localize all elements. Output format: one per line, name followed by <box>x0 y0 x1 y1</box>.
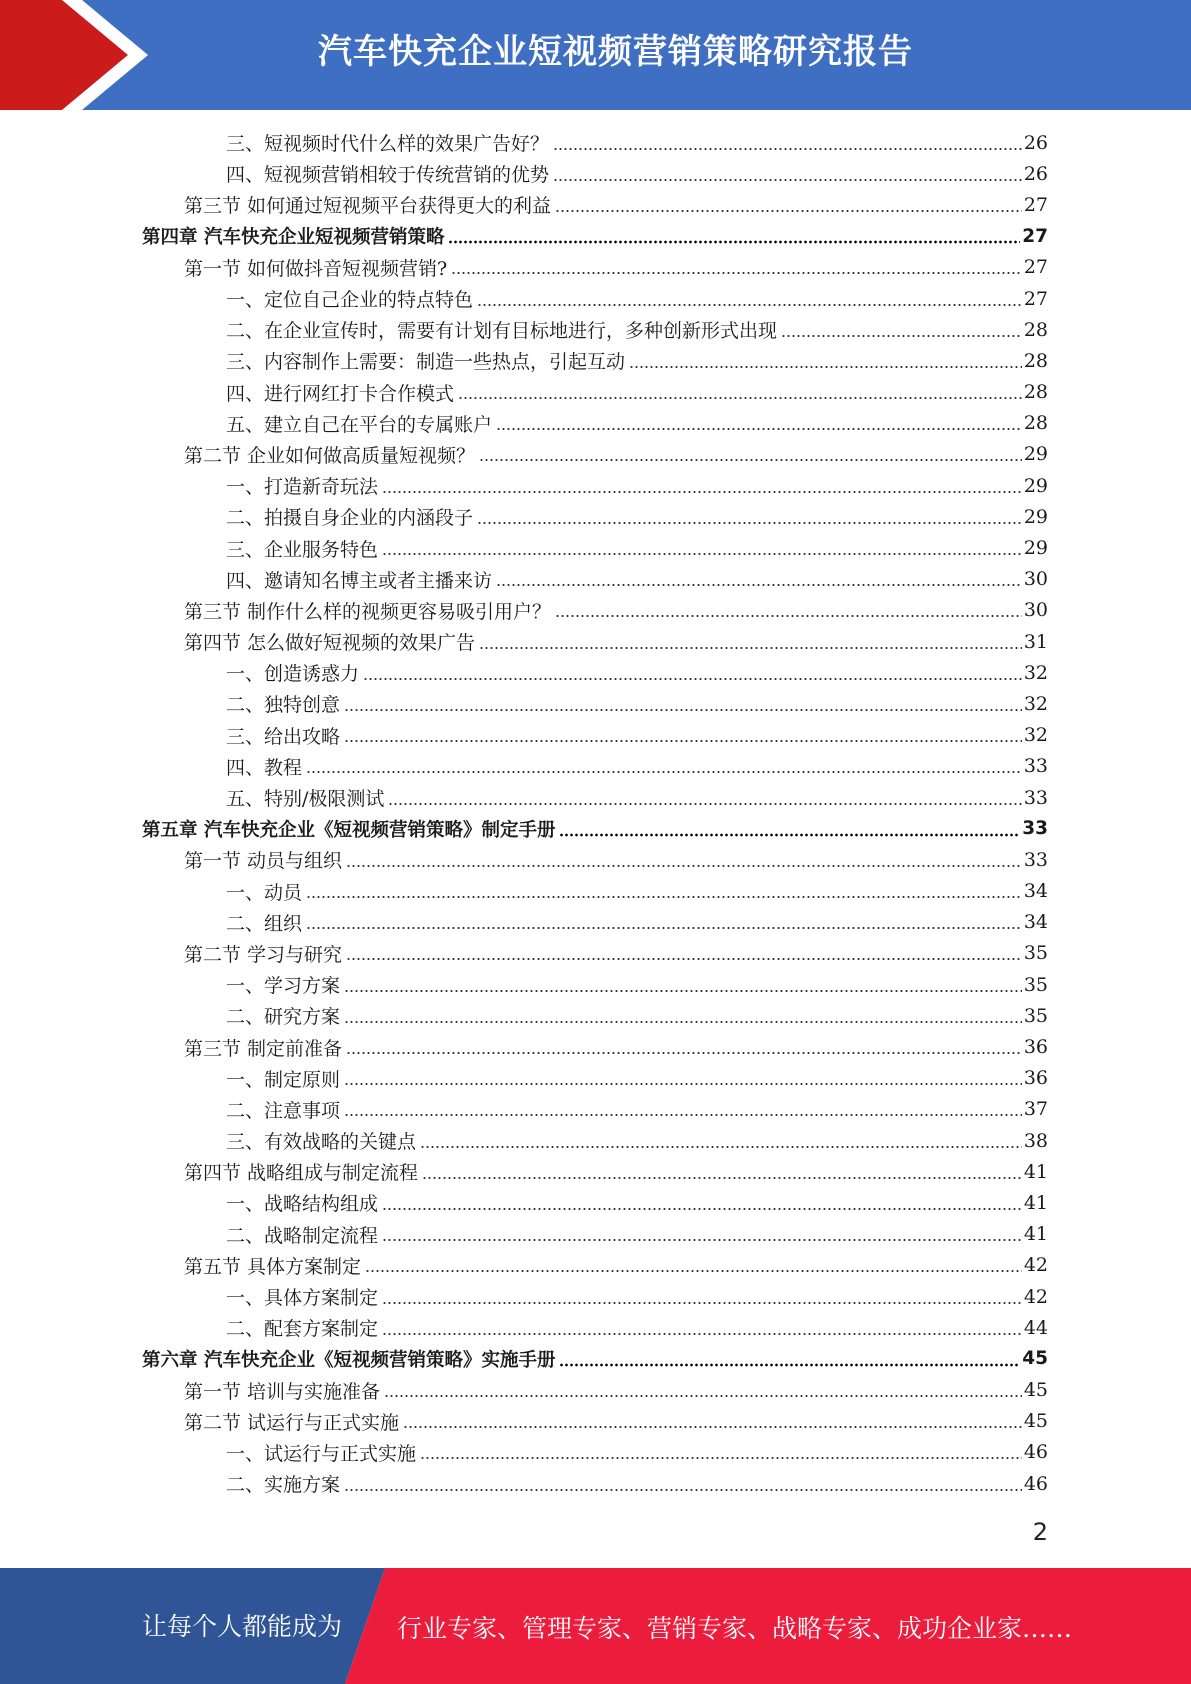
toc-entry-label: 第二节 学习与研究 <box>184 943 343 966</box>
toc-entry-page: 42 <box>1023 1285 1048 1308</box>
toc-subsection-entry[interactable] <box>0 532 1191 563</box>
toc-entry-page: 27 <box>1023 256 1048 279</box>
toc-entry-label: 五、特别/极限测试 <box>226 788 385 811</box>
toc-dot-leader <box>363 677 1022 681</box>
toc-entry-page: 46 <box>1023 1472 1048 1495</box>
toc-entry-page: 44 <box>1023 1316 1048 1339</box>
toc-subsection-entry[interactable] <box>0 158 1191 189</box>
toc-dot-leader <box>344 989 1022 993</box>
toc-subsection-entry[interactable] <box>0 969 1191 1000</box>
page-header <box>0 0 1191 110</box>
toc-entry-page: 29 <box>1023 537 1048 560</box>
toc-entry-page: 28 <box>1023 318 1048 341</box>
toc-section-entry[interactable] <box>0 844 1191 875</box>
toc-dot-leader <box>346 864 1022 868</box>
toc-dot-leader <box>388 802 1021 806</box>
toc-dot-leader <box>382 1301 1022 1305</box>
toc-entry-label: 二、战略制定流程 <box>226 1224 379 1247</box>
toc-dot-leader <box>346 1051 1022 1055</box>
toc-section-entry[interactable] <box>0 189 1191 220</box>
toc-entry-label: 第五节 具体方案制定 <box>184 1255 362 1278</box>
toc-entry-page: 31 <box>1023 630 1048 653</box>
toc-dot-leader <box>382 1332 1022 1336</box>
toc-entry-label: 二、独特创意 <box>226 694 341 717</box>
toc-dot-leader <box>344 708 1022 712</box>
toc-dot-leader <box>555 209 1022 213</box>
toc-subsection-entry[interactable] <box>0 408 1191 439</box>
toc-dot-leader <box>346 957 1022 961</box>
toc-dot-leader <box>477 521 1022 525</box>
toc-subsection-entry[interactable] <box>0 1094 1191 1125</box>
toc-subsection-entry[interactable] <box>0 876 1191 907</box>
toc-entry-label: 一、试运行与正式实施 <box>226 1442 417 1465</box>
toc-entry-label: 第一节 动员与组织 <box>184 850 343 873</box>
toc-section-entry[interactable] <box>0 439 1191 470</box>
toc-dot-leader <box>382 1207 1022 1211</box>
toc-dot-leader <box>344 1488 1022 1492</box>
toc-subsection-entry[interactable] <box>0 314 1191 345</box>
toc-dot-leader <box>306 926 1022 930</box>
toc-entry-page: 35 <box>1023 1004 1048 1027</box>
toc-entry-label: 第三节 制定前准备 <box>184 1037 343 1060</box>
toc-dot-leader <box>422 1176 1022 1180</box>
toc-entry-label: 二、组织 <box>226 912 303 935</box>
toc-entry-label: 第三节 如何通过短视频平台获得更大的利益 <box>184 195 552 218</box>
footer-slogan-left: 让每个人都能成为 <box>142 1612 343 1641</box>
toc-entry-page: 32 <box>1023 692 1048 715</box>
toc-entry-page: 29 <box>1023 474 1048 497</box>
toc-entry-page: 29 <box>1023 505 1048 528</box>
toc-entry-label: 四、短视频营销相较于传统营销的优势 <box>226 164 550 187</box>
toc-subsection-entry[interactable] <box>0 1000 1191 1031</box>
toc-subsection-entry[interactable] <box>0 501 1191 532</box>
toc-dot-leader <box>496 583 1022 587</box>
toc-subsection-entry[interactable] <box>0 1187 1191 1218</box>
toc-section-entry[interactable] <box>0 1375 1191 1406</box>
toc-entry-page: 30 <box>1023 568 1048 591</box>
toc-dot-leader <box>479 646 1022 650</box>
toc-dot-leader <box>365 1269 1022 1273</box>
toc-entry-label: 第六章 汽车快充企业《短视频营销策略》实施手册 <box>142 1349 556 1371</box>
toc-entry-label: 第一节 如何做抖音短视频营销? <box>184 257 448 280</box>
toc-entry-page: 32 <box>1023 724 1048 747</box>
toc-entry-label: 二、实施方案 <box>226 1474 341 1497</box>
toc-entry-page: 36 <box>1023 1036 1048 1059</box>
toc-entry-page: 37 <box>1023 1098 1048 1121</box>
toc-entry-page: 27 <box>1022 225 1048 247</box>
toc-dot-leader <box>306 770 1022 774</box>
toc-dot-leader <box>384 1394 1022 1398</box>
toc-dot-leader <box>448 240 1020 244</box>
toc-entry-page: 28 <box>1023 381 1048 404</box>
toc-dot-leader <box>477 303 1022 307</box>
toc-section-entry[interactable] <box>0 1406 1191 1437</box>
toc-entry-page: 34 <box>1023 911 1048 934</box>
toc-entry-label: 四、邀请知名博主或者主播来访 <box>226 569 493 592</box>
toc-dot-leader <box>382 490 1022 494</box>
toc-chapter-entry[interactable] <box>0 1343 1191 1374</box>
toc-entry-page: 26 <box>1023 131 1048 154</box>
toc-entry-page: 35 <box>1023 942 1048 965</box>
toc-subsection-entry[interactable] <box>0 1468 1191 1499</box>
toc-section-entry[interactable] <box>0 595 1191 626</box>
toc-dot-leader <box>559 1363 1020 1367</box>
toc-dot-leader <box>629 365 1022 369</box>
toc-entry-page: 42 <box>1023 1254 1048 1277</box>
toc-dot-leader <box>420 1145 1022 1149</box>
toc-dot-leader <box>420 1456 1022 1460</box>
toc-dot-leader <box>344 1082 1022 1086</box>
toc-subsection-entry[interactable] <box>0 688 1191 719</box>
toc-entry-label: 一、制定原则 <box>226 1068 341 1091</box>
toc-section-entry[interactable] <box>0 252 1191 283</box>
toc-entry-label: 三、有效战略的关键点 <box>226 1131 417 1154</box>
toc-entry-label: 五、建立自己在平台的专属账户 <box>226 413 493 436</box>
toc-entry-page: 29 <box>1023 443 1048 466</box>
toc-dot-leader <box>306 895 1022 899</box>
toc-dot-leader <box>553 178 1022 182</box>
toc-subsection-entry[interactable] <box>0 345 1191 376</box>
toc-dot-leader <box>553 147 1022 151</box>
toc-subsection-entry[interactable] <box>0 907 1191 938</box>
toc-subsection-entry[interactable] <box>0 720 1191 751</box>
toc-subsection-entry[interactable] <box>0 751 1191 782</box>
toc-entry-page: 33 <box>1023 755 1048 778</box>
header-title: 汽车快充企业短视频营销策略研究报告 <box>318 32 913 72</box>
toc-entry-label: 一、定位自己企业的特点特色 <box>226 289 474 312</box>
toc-entry-label: 第二节 企业如何做高质量短视频？ <box>184 444 476 467</box>
toc-dot-leader <box>458 396 1022 400</box>
toc-entry-page: 45 <box>1023 1410 1048 1433</box>
toc-dot-leader <box>382 552 1022 556</box>
toc-entry-label: 四、进行网红打卡合作模式 <box>226 382 455 405</box>
toc-entry-page: 45 <box>1022 1348 1048 1370</box>
toc-entry-page: 41 <box>1023 1223 1048 1246</box>
toc-entry-page: 33 <box>1022 818 1048 840</box>
toc-dot-leader <box>382 1238 1022 1242</box>
toc-entry-label: 一、战略结构组成 <box>226 1193 379 1216</box>
toc-entry-label: 一、打造新奇玩法 <box>226 476 379 499</box>
toc-subsection-entry[interactable] <box>0 782 1191 813</box>
toc-subsection-entry[interactable] <box>0 127 1191 158</box>
toc-entry-label: 三、企业服务特色 <box>226 538 379 561</box>
toc-dot-leader <box>403 1425 1022 1429</box>
toc-subsection-entry[interactable] <box>0 470 1191 501</box>
toc-entry-label: 二、拍摄自身企业的内涵段子 <box>226 507 474 530</box>
toc-entry-label: 四、教程 <box>226 756 303 779</box>
toc-subsection-entry[interactable] <box>0 1281 1191 1312</box>
toc-entry-label: 一、学习方案 <box>226 975 341 998</box>
toc-subsection-entry[interactable] <box>0 1219 1191 1250</box>
toc-entry-label: 第五章 汽车快充企业《短视频营销策略》制定手册 <box>142 819 556 841</box>
toc-entry-page: 33 <box>1023 786 1048 809</box>
toc-subsection-entry[interactable] <box>0 1437 1191 1468</box>
page-number: 2 <box>1032 1518 1048 1546</box>
toc-entry-label: 第四节 怎么做好短视频的效果广告 <box>184 632 476 655</box>
toc-entry-label: 二、在企业宣传时，需要有计划有目标地进行，多种创新形式出现 <box>226 320 778 343</box>
toc-dot-leader <box>479 458 1022 462</box>
toc-entry-page: 28 <box>1023 412 1048 435</box>
toc-dot-leader <box>344 1113 1022 1117</box>
toc-entry-page: 32 <box>1023 661 1048 684</box>
toc-entry-page: 45 <box>1023 1379 1048 1402</box>
toc-subsection-entry[interactable] <box>0 657 1191 688</box>
toc-entry-label: 三、内容制作上需要：制造一些热点，引起互动 <box>226 351 626 374</box>
toc-entry-label: 第一节 培训与实施准备 <box>184 1380 381 1403</box>
toc-entry-label: 三、短视频时代什么样的效果广告好？ <box>226 133 550 156</box>
toc-subsection-entry[interactable] <box>0 1312 1191 1343</box>
toc-subsection-entry[interactable] <box>0 283 1191 314</box>
toc-section-entry[interactable] <box>0 1156 1191 1187</box>
toc-section-entry[interactable] <box>0 1250 1191 1281</box>
toc-entry-label: 第三节 制作什么样的视频更容易吸引用户？ <box>184 600 552 623</box>
toc-subsection-entry[interactable] <box>0 377 1191 408</box>
footer-slogan-right: 行业专家、管理专家、营销专家、战略专家、成功企业家…… <box>397 1614 1073 1643</box>
toc-entry-page: 26 <box>1023 162 1048 185</box>
toc-entry-page: 27 <box>1023 193 1048 216</box>
toc-entry-page: 33 <box>1023 848 1048 871</box>
toc-entry-label: 一、具体方案制定 <box>226 1287 379 1310</box>
toc-dot-leader <box>344 1020 1022 1024</box>
toc-entry-label: 二、研究方案 <box>226 1006 341 1029</box>
toc-entry-page: 46 <box>1023 1441 1048 1464</box>
toc-entry-label: 二、配套方案制定 <box>226 1318 379 1341</box>
toc-entry-label: 一、动员 <box>226 881 303 904</box>
toc-entry-page: 36 <box>1023 1067 1048 1090</box>
toc-entry-label: 一、创造诱惑力 <box>226 663 360 686</box>
table-of-contents <box>0 127 1191 1499</box>
toc-chapter-entry[interactable] <box>0 221 1191 252</box>
toc-chapter-entry[interactable] <box>0 813 1191 844</box>
toc-entry-page: 34 <box>1023 880 1048 903</box>
toc-entry-page: 35 <box>1023 973 1048 996</box>
page-footer <box>0 1568 1191 1684</box>
toc-subsection-entry[interactable] <box>0 1125 1191 1156</box>
toc-entry-label: 二、注意事项 <box>226 1099 341 1122</box>
toc-section-entry[interactable] <box>0 938 1191 969</box>
toc-entry-page: 27 <box>1023 287 1048 310</box>
toc-dot-leader <box>555 614 1022 618</box>
toc-dot-leader <box>496 427 1022 431</box>
toc-entry-page: 30 <box>1023 599 1048 622</box>
toc-entry-page: 41 <box>1023 1191 1048 1214</box>
toc-entry-label: 三、给出攻略 <box>226 725 341 748</box>
toc-subsection-entry[interactable] <box>0 1063 1191 1094</box>
toc-section-entry[interactable] <box>0 626 1191 657</box>
toc-entry-page: 38 <box>1023 1129 1048 1152</box>
toc-subsection-entry[interactable] <box>0 564 1191 595</box>
toc-section-entry[interactable] <box>0 1031 1191 1062</box>
toc-entry-page: 28 <box>1023 349 1048 372</box>
toc-entry-label: 第四章 汽车快充企业短视频营销策略 <box>142 227 445 249</box>
toc-entry-page: 41 <box>1023 1160 1048 1183</box>
toc-entry-label: 第四节 战略组成与制定流程 <box>184 1162 419 1185</box>
toc-dot-leader <box>344 739 1022 743</box>
toc-dot-leader <box>559 833 1020 837</box>
toc-dot-leader <box>781 334 1022 338</box>
toc-entry-label: 第二节 试运行与正式实施 <box>184 1411 400 1434</box>
toc-dot-leader <box>451 271 1022 275</box>
